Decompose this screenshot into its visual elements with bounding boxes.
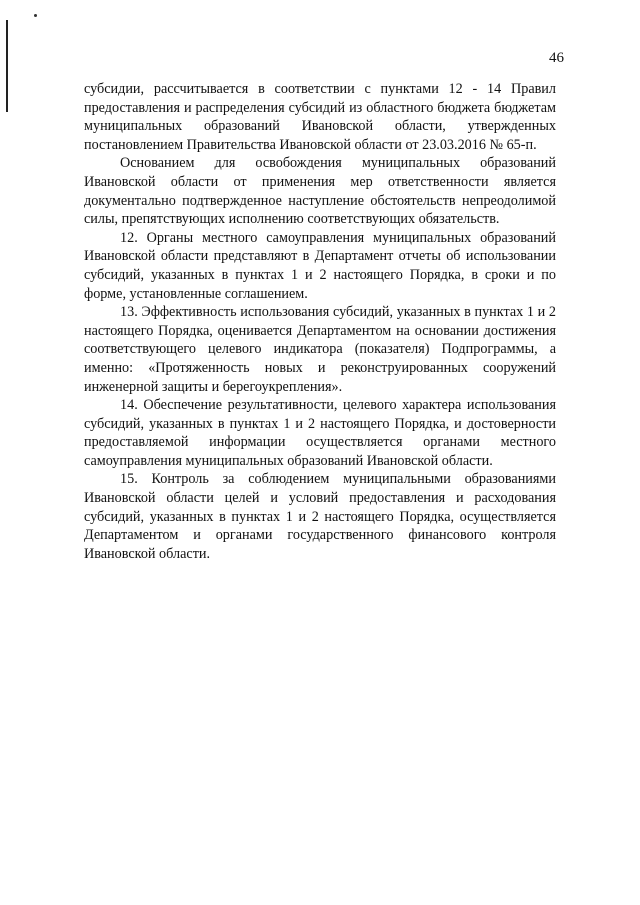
scan-edge-mark [6,20,8,112]
paragraph-14-effectiveness: 14. Обеспечение результативности, целевого характера использования субсидий, указанных в пунктах 1 и 2 настоящего Порядка, и достоверности предоставляемой информации осуществляется органами местного самоуправления муниципальных образований Ивановской области. [84,397,556,469]
paragraph-exemption-basis: Основанием для освобождения муниципальных образований Ивановской области от применения мер ответственности является документально подтвержденное наступление обстоятельств непреодолимой силы, препятствующих исполнению соответствующих обязательств. [84,155,556,228]
paragraph-continuation: субсидии, рассчитывается в соответствии с пунктами 12 - 14 Правил предоставления и распределения субсидий из областного бюджета бюджетам муниципальных образований Ивановской области, утвержденных постановлением Правительства Ивановской области от 23.03.2016 № 65-п. [84,81,556,153]
paragraph-12-reports: 12. Органы местного самоуправления муниципальных образований Ивановской области представляют в Департамент отчеты об использовании субсидий, указанных в пунктах 1 и 2 настоящего Порядка, в сроки и по форме, установленные соглашением. [84,229,556,302]
scan-dot-mark [34,14,37,17]
document-body [84,80,556,563]
paragraph-15-control: 15. Контроль за соблюдением муниципальными образованиями Ивановской области целей и условий предоставления и расходования субсидий, указанных в пунктах 1 и 2 настоящего Порядка, осуществляется Департаментом и органами государственного финансового контроля Ивановской области. [84,471,556,562]
paragraph-13-efficiency: 13. Эффективность использования субсидий, указанных в пунктах 1 и 2 настоящего Порядка, оценивается Департаментом на основании достижения соответствующего целевого индикатора (показателя) Подпрограммы, а именно: «Протяженность новых и реконструированных сооружений инженерной защиты и берегоукрепления». [84,304,556,395]
page-number: 46 [549,50,564,66]
